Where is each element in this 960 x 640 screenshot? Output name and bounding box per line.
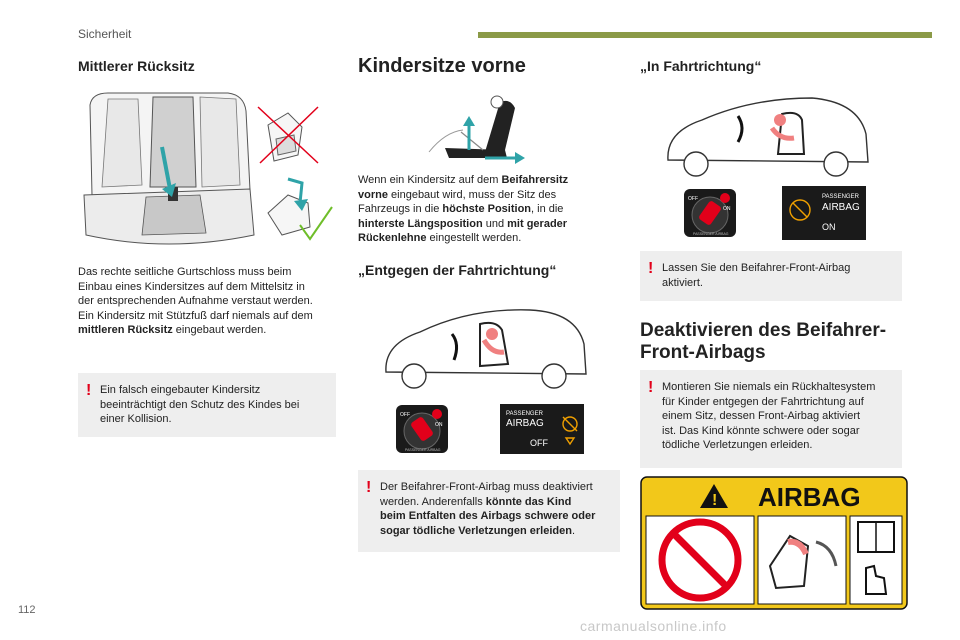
car-rear-facing-illustration — [380, 304, 592, 392]
svg-text:OFF: OFF — [530, 438, 548, 448]
svg-text:OFF: OFF — [688, 196, 698, 202]
section-accent-bar — [478, 32, 932, 38]
airbag-on-indicator — [782, 186, 866, 240]
subtitle-rear-facing: „Entgegen der Fahrtrichtung“ — [358, 262, 557, 278]
svg-text:AIRBAG: AIRBAG — [758, 482, 861, 512]
airbag-switch-off — [395, 404, 449, 454]
car-forward-facing-illustration — [662, 94, 874, 180]
svg-text:PASSENGER: PASSENGER — [822, 194, 859, 200]
title-middle-rear-seat: Mittlerer Rücksitz — [78, 58, 195, 74]
svg-text:PASSENGER AIRBAG: PASSENGER AIRBAG — [405, 448, 441, 452]
subtitle-forward-facing: „In Fahrtrichtung“ — [640, 58, 762, 74]
svg-text:OFF: OFF — [400, 412, 410, 418]
warning-exclamation-icon: ! — [86, 382, 92, 399]
airbag-off-indicator — [500, 404, 584, 454]
svg-text:AIRBAG: AIRBAG — [506, 418, 544, 429]
warning-box-keep-active: ! Lassen Sie den Beifahrer-Front-Airbag aktiviert. — [640, 251, 902, 301]
seat-adjust-illustration — [425, 92, 535, 167]
airbag-warning-sticker — [640, 476, 908, 610]
warning-box-deactivate: ! Der Beifahrer-Front-Airbag muss deaktiviert werden. Anderenfalls könnte das Kind beim Entfalten des Airbags schwere oder sogar tödliche Verletzungen erleiden. — [358, 470, 620, 552]
middle-seat-paragraph: Das rechte seitliche Gurtschloss muss beim Einbau eines Kindersitzes auf dem Mittelsitz in der entsprechenden Aufnahme verstaut werden. Ein Kindersitz mit Stützfuß darf niemals auf dem mittleren Rücksitz eingebaut werden. — [78, 266, 313, 336]
title-deactivate-airbag: Deaktivieren des Beifahrer- Front-Airbags — [640, 320, 887, 363]
svg-text:ON: ON — [822, 222, 836, 232]
airbag-switch-on — [683, 188, 737, 238]
svg-text:AIRBAG: AIRBAG — [822, 202, 860, 213]
section-label: Sicherheit — [78, 27, 132, 41]
rear-seat-illustration — [78, 85, 336, 253]
watermark: carmanualsonline.info — [580, 618, 727, 634]
svg-text:!: ! — [712, 492, 718, 509]
svg-text:PASSENGER: PASSENGER — [506, 411, 543, 417]
warning-box-wrong-install: ! Ein falsch eingebauter Kindersitz beeinträchtigt den Schutz des Kindes bei einer Kollision. — [78, 373, 336, 437]
svg-text:ON: ON — [723, 206, 731, 212]
warning-exclamation-icon: ! — [366, 479, 372, 496]
front-seats-paragraph: Wenn ein Kindersitz auf dem Beifahrersitz vorne eingebaut wird, muss der Sitz des Fahrzeugs in die höchste Position, in die hinterste Längsposition und mit gerader Rückenlehne eingestellt werden. — [358, 174, 569, 244]
warning-exclamation-icon: ! — [648, 379, 654, 396]
title-front-child-seats: Kindersitze vorne — [358, 55, 526, 77]
svg-text:PASSENGER AIRBAG: PASSENGER AIRBAG — [693, 232, 729, 236]
svg-text:ON: ON — [435, 422, 443, 428]
page-number: 112 — [18, 604, 36, 616]
warning-exclamation-icon: ! — [648, 260, 654, 277]
warning-box-never-mount: ! Montieren Sie niemals ein Rückhaltesystem für Kinder entgegen der Fahrtrichtung auf einem Sitz, dessen Front-Airbag aktiviert ist. Das Kind könnte schwere oder sogar tödliche Verletzungen erleiden. — [640, 370, 902, 468]
